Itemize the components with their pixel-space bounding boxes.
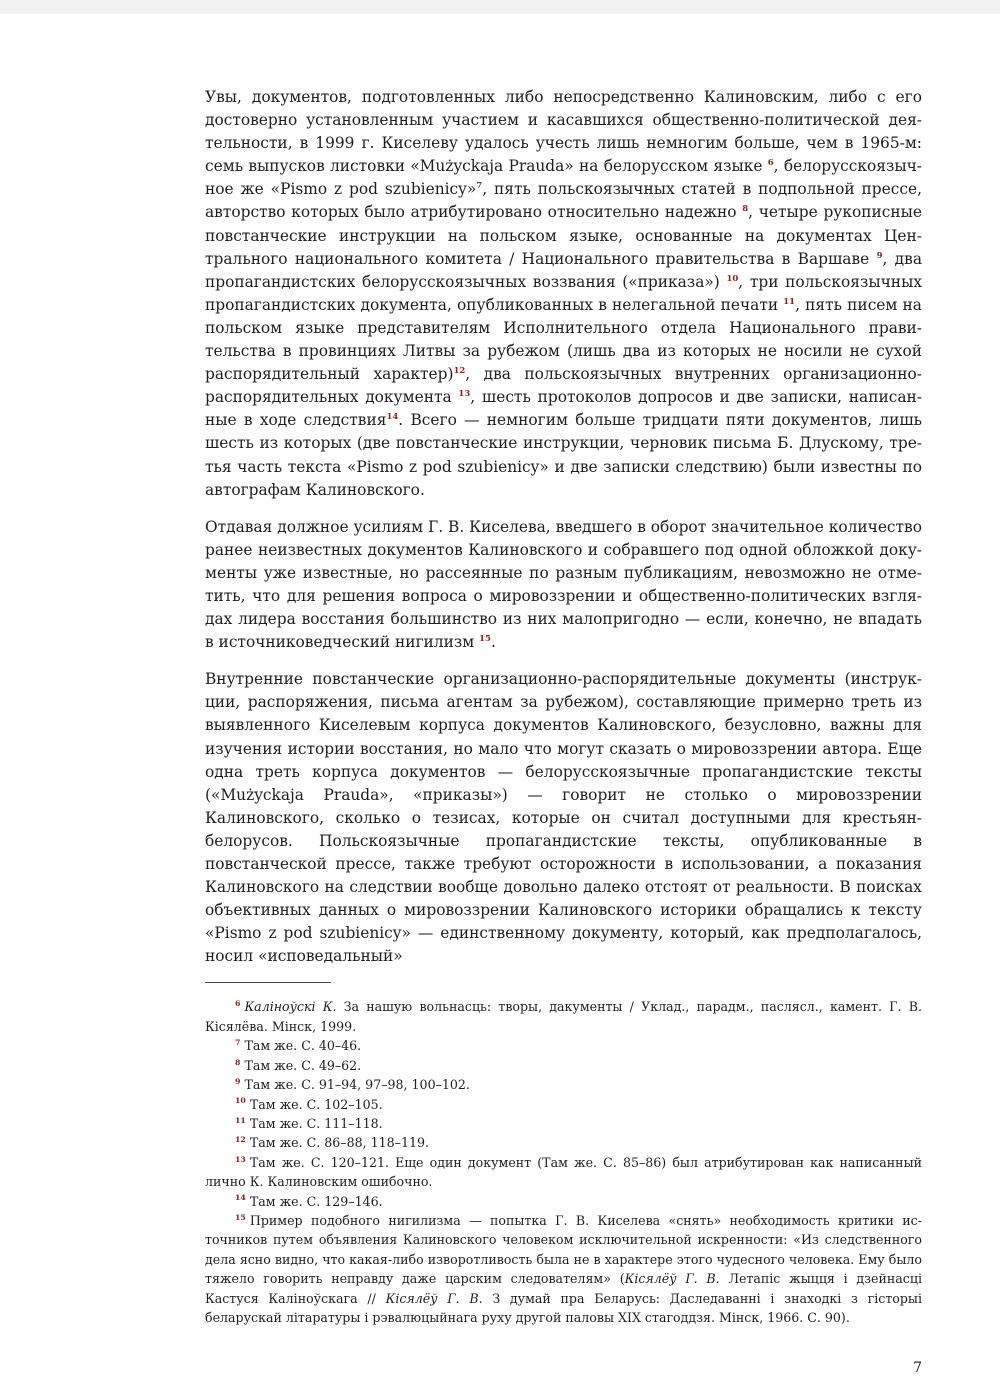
body-text-segment: Внутренние повстанческие организационно-распорядительные документы (инструкции, распоряжения, письма агентам за рубежом), составляющие примерно треть из выявленного Киселевым корпуса документов Калиновского, безусловно, важны для изучения истории восстания, но мало что могут сказать о мировоззрении автора. Еще одна треть корпуса документов — белорусскоязычные пропагандистские тексты («Mużyckaja Prauda», «приказы») — говорит не столько о мировоззрении Калиновского, сколько о тезисах, которые он считал доступными для крестьян-белорусов. Польскоязычные пропагандистские тексты, опубликованные в повстанческой прессе, также требуют осторожности в использовании, а показания Калиновского на следствии вообще довольно далеко отстоят от реальности. В поисках объективных данных о мировоззрении Калиновского историки обращались к тексту «Pismo z pod szubienicy» — единственному документу, который, как предполагалось, носил «исповедальный» — [205, 670, 922, 966]
body-text-segment: Отдавая должное усилиям Г. В. Киселева, введшего в оборот значительное количество ранее неизвестных документов Калиновского и собравшего под одной обложкой документы уже известные, но рассеянные по разным публикациям, невозможно не отметить, что для решения вопроса о мировоззрении и общественно-политических взглядах лидера восстания большинство из них малопригодно — если, конечно, не впадать в источниковедческий нигилизм — [205, 517, 922, 652]
footnote-ref[interactable]: 6 — [767, 158, 774, 169]
body-text-segment: . Всего — немногим больше тридцати пяти документов, лишь шесть из которых (две повстанческие инструкции, черновик письма Б. Длускому, третья часть текста «Pismo z pod szubienicy» и две записки следствию) были известны по автографам Калиновского. — [205, 411, 923, 499]
body-text-segment: . — [490, 633, 496, 652]
body-text-segment: , два пропагандистских белорусскоязычных воззвания («приказа») — [205, 249, 922, 291]
footnote-text: Там же. С. 86–88, 118–119. — [249, 1135, 429, 1151]
body-text-segment: , пять польскоязычных статей в подпольной прессе, авторство которых было атрибутировано относительно надежно — [205, 180, 922, 222]
footnote-text: Пример подобного нигилизма — попытка Г. В. Киселева «снять» необходимость критики источников путем объявления Калиновского человеком исключительной искренности: «Из следственного дела ясно видно, что какая-либо изворотливость была не в характере этого чудесного человека. Ему было тяжело говорить неправду даже царским следователям» ( — [205, 1212, 922, 1287]
footnote-number: 8 — [235, 1057, 241, 1067]
footnote-number: 15 — [235, 1212, 246, 1222]
footnote-text: Там же. С. 49–62. — [244, 1057, 362, 1073]
footnote — [205, 1095, 922, 1114]
footnote-text: За нашую вольнасць: творы, дакументы / Уклад., парадм., пасляcл., камент. Г. В. Кісялёва. Мінск, 1999. — [205, 999, 922, 1034]
footnote-number: 13 — [235, 1154, 246, 1164]
footnote-ref[interactable]: 8 — [742, 204, 749, 215]
body-text-segment: , белорусскоязычное же «Pismo z pod szubienicy» — [205, 157, 922, 199]
body-text-segment: , пять писем на польском языке представителям Исполнительного отдела Национального правительства в провинциях Литвы за рубежом (лишь два из которых не носили не сухой распорядительный характер) — [205, 295, 922, 384]
body-paragraph — [205, 668, 922, 968]
footnote-ref[interactable]: 14 — [386, 412, 399, 423]
body-text-segment: , два польскоязычных внутренних организационно-распорядительных документа — [205, 365, 922, 407]
footnote-text: Там же. С. 120–121. Еще один документ (Там же. С. 85–86) был атрибутирован как написанный лично К. Калиновским ошибочно. — [205, 1154, 922, 1190]
viewer-top-bar — [0, 0, 1000, 14]
footnote-text: Там же. С. 40–46. — [244, 1038, 362, 1054]
footnote-text: Там же. С. 111–118. — [249, 1115, 383, 1131]
footnote-text: Там же. С. 129–146. — [249, 1193, 383, 1209]
body-text-segment: , шесть протоколов допросов и две записки, написанные в ходе следствия — [205, 388, 922, 430]
footnote-separator — [205, 982, 331, 983]
footnote-number: 10 — [235, 1096, 246, 1106]
footnote — [205, 1192, 922, 1211]
body-paragraph — [205, 86, 922, 502]
footnote-author: Кісялёў Г. В. — [385, 1290, 483, 1306]
page-number: 7 — [913, 1360, 922, 1376]
footnote-number: 9 — [235, 1076, 241, 1086]
footnote-text: З думай пра Беларусь: Даследаванні і знаходкі з гісторыі беларускай літаратуры і рэвалюцыйнага руху другой паловы XIX стагоддзя. Мінск, 1966. С. 90). — [205, 1290, 922, 1325]
footnote-ref[interactable]: 15 — [479, 634, 491, 645]
footnote — [205, 1056, 922, 1075]
body-text-segment: , три польскоязычных пропагандистских документа, опубликованных в нелегальной печати — [205, 272, 922, 314]
footnote — [205, 1036, 922, 1055]
footnote-text: Там же. С. 102–105. — [249, 1096, 383, 1112]
footnote-ref[interactable]: 11 — [783, 296, 796, 307]
document-page — [205, 86, 922, 1327]
footnote — [205, 1075, 922, 1094]
footnote-number: 14 — [235, 1193, 246, 1203]
footnote — [205, 1211, 922, 1327]
footnote-ref[interactable]: 9 — [876, 250, 883, 261]
footnote-number: 7 — [235, 1038, 241, 1048]
body-paragraph — [205, 516, 922, 655]
body-text-segment: , четыре рукописные повстанческие инструкции на польском языке, основанные на документах Центрального национального комитета / Национального правительства в Варшаве — [205, 203, 922, 268]
footnote — [205, 997, 922, 1036]
footnote-number: 11 — [235, 1115, 246, 1125]
footnotes — [205, 997, 922, 1327]
footnote-author: Каліноўскі К. — [244, 999, 337, 1015]
body-text — [205, 86, 922, 968]
footnote-text: Летапіс жыцця і дзейнасці Кастуся Каліноўскага // — [205, 1271, 922, 1306]
footnote-ref[interactable]: 13 — [458, 389, 471, 400]
footnote-ref[interactable]: 12 — [453, 366, 466, 376]
footnote — [205, 1114, 922, 1133]
footnote — [205, 1133, 922, 1152]
body-text-segment: Увы, документов, подготовленных либо непосредственно Калиновским, либо с его достоверно установленным участием и касавшихся общественно-политической деятельности, в 1999 г. Киселеву удалось учесть лишь немногим больше, чем в 1965-м: семь выпусков листовки «Mużyckaja Prauda» на белорусском языке — [205, 88, 922, 176]
footnote-text: Там же. С. 91–94, 97–98, 100–102. — [244, 1077, 470, 1093]
footnote-ref[interactable]: 10 — [726, 273, 739, 284]
footnote-author: Кісялёў Г. В. — [624, 1271, 720, 1287]
footnote-number: 12 — [235, 1135, 246, 1145]
footnote-ref[interactable]: 7 — [476, 181, 483, 192]
footnote-number: 6 — [235, 999, 241, 1009]
footnote — [205, 1153, 922, 1192]
